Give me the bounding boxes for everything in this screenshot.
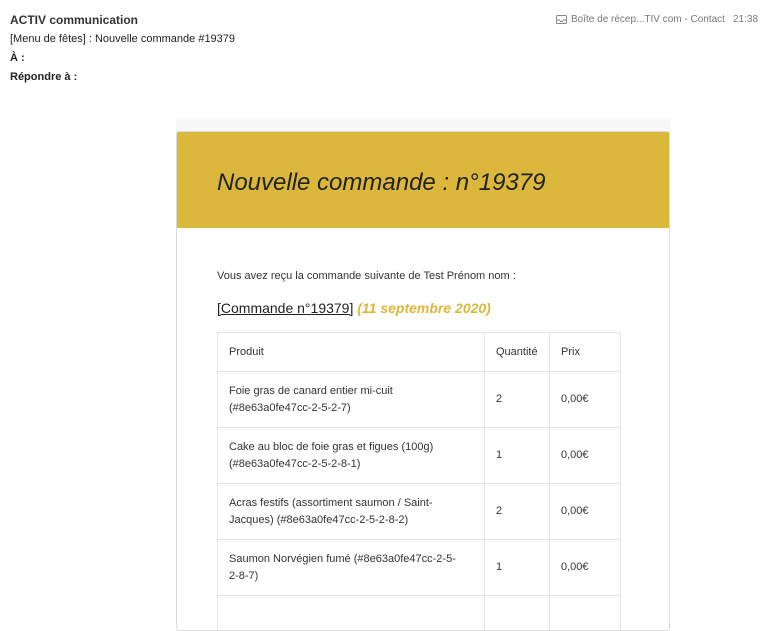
column-header-quantity: Quantité	[485, 333, 550, 372]
email-subject: [Menu de fêtes] : Nouvelle commande #19379	[10, 33, 235, 45]
email-header	[0, 0, 768, 110]
table-row	[218, 596, 621, 631]
product-name: Saumon Norvégien fumé (#8e63a0fe47cc-2-5-	[229, 553, 456, 565]
order-date: (11 septembre 2020)	[357, 300, 491, 316]
product-cell	[218, 540, 485, 596]
products-table	[217, 332, 621, 631]
email-card	[176, 131, 670, 631]
product-name: Cake au bloc de foie gras et figues (100g)	[229, 441, 433, 453]
product-cell	[218, 428, 485, 484]
price-cell: 0,00€	[550, 540, 621, 596]
to-label: À :	[10, 52, 25, 64]
price-cell: 0,00€	[550, 372, 621, 428]
price-cell: 0,00€	[550, 428, 621, 484]
email-body-wrapper	[176, 119, 670, 619]
reply-to-label: Répondre à :	[10, 71, 77, 83]
table-row	[218, 428, 621, 484]
product-ref: (#8e63a0fe47cc-2-5-2-7)	[229, 402, 351, 414]
mailbox-folder[interactable]	[556, 14, 725, 25]
received-time: 21:38	[733, 14, 758, 25]
product-ref: (#8e63a0fe47cc-2-5-2-8-1)	[229, 458, 360, 470]
quantity-cell: 2	[485, 372, 550, 428]
email-banner	[177, 132, 670, 228]
folder-label: Boîte de récep...TIV com - Contact	[571, 14, 725, 25]
order-heading	[217, 300, 491, 316]
product-ref: 2-8-7)	[229, 570, 258, 582]
price-cell: 0,00€	[550, 484, 621, 540]
product-cell	[218, 596, 485, 631]
product-ref: Jacques) (#8e63a0fe47cc-2-5-2-8-2)	[229, 514, 408, 526]
table-header-row	[218, 333, 621, 372]
banner-title: Nouvelle commande : n°19379	[217, 169, 545, 197]
intro-text: Vous avez reçu la commande suivante de Test Prénom nom :	[217, 270, 516, 282]
product-name: Acras festifs (assortiment saumon / Saint-	[229, 497, 433, 509]
inbox-tray-icon	[556, 15, 567, 24]
table-row	[218, 540, 621, 596]
table-row	[218, 484, 621, 540]
product-cell	[218, 484, 485, 540]
product-name: Foie gras de canard entier mi-cuit	[229, 385, 393, 397]
sender-name[interactable]: ACTIV communication	[10, 13, 138, 27]
quantity-cell	[485, 596, 550, 631]
table-row	[218, 372, 621, 428]
quantity-cell: 1	[485, 540, 550, 596]
price-cell	[550, 596, 621, 631]
quantity-cell: 1	[485, 428, 550, 484]
order-link[interactable]: [Commande n°19379]	[217, 300, 353, 316]
product-cell	[218, 372, 485, 428]
quantity-cell: 2	[485, 484, 550, 540]
column-header-price: Prix	[550, 333, 621, 372]
column-header-product: Produit	[218, 333, 485, 372]
